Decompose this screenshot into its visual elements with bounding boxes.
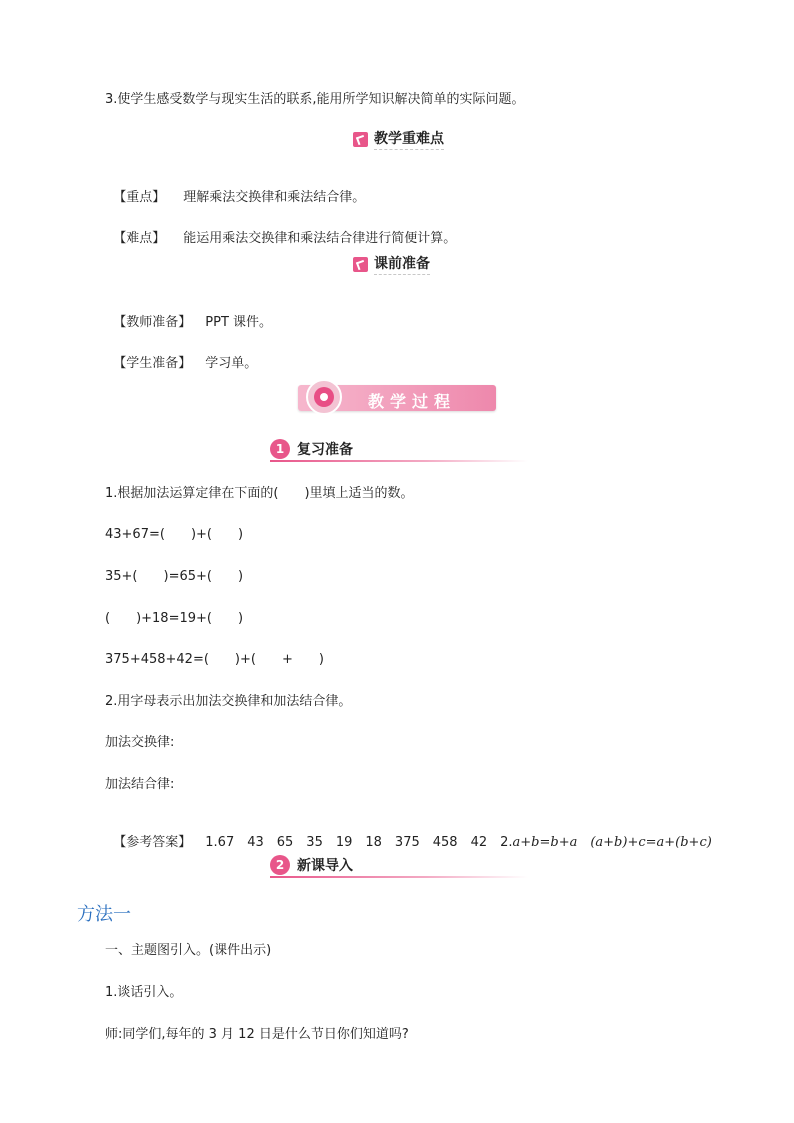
key-point: 【重点】 理解乘法交换律和乘法结合律。 bbox=[113, 190, 366, 205]
divider bbox=[270, 460, 528, 462]
step1-heading bbox=[270, 439, 353, 459]
question-1: 1.根据加法运算定律在下面的( )里填上适当的数。 bbox=[105, 486, 414, 501]
intro-item-2: 1.谈话引入。 bbox=[105, 985, 183, 1000]
difficult-point: 【难点】 能运用乘法交换律和乘法结合律进行简便计算。 bbox=[113, 231, 457, 246]
exercise-2: 35+( )=65+( ) bbox=[105, 569, 244, 584]
key-points-heading: 教学重难点 bbox=[353, 128, 444, 150]
teacher-prep: 【教师准备】 PPT 课件。 bbox=[113, 315, 273, 330]
step2-heading bbox=[270, 855, 353, 875]
associative-law: 加法结合律: bbox=[105, 777, 175, 792]
step-title: 新课导入 bbox=[297, 858, 353, 874]
flag-icon bbox=[353, 257, 368, 272]
prep-heading: 课前准备 bbox=[353, 253, 430, 275]
method-heading: 方法一 bbox=[77, 904, 131, 925]
reference-answer: 【参考答案】 1.67 43 65 35 19 18 375 458 42 2.a+b=b+a (a+b)+c=a+(b+c) bbox=[113, 835, 712, 850]
step-title: 复习准备 bbox=[297, 442, 353, 458]
commutative-law: 加法交换律: bbox=[105, 735, 175, 750]
flag-icon bbox=[353, 132, 368, 147]
step-number: 2 bbox=[270, 855, 290, 875]
target-icon bbox=[306, 379, 342, 415]
exercise-4: 375+458+42=( )+( + ) bbox=[105, 652, 324, 667]
objective-3: 3.使学生感受数学与现实生活的联系,能用所学知识解决简单的实际问题。 bbox=[105, 92, 525, 107]
step-number: 1 bbox=[270, 439, 290, 459]
divider bbox=[270, 876, 528, 878]
intro-item-1: 一、主题图引入。(课件出示) bbox=[105, 943, 272, 958]
question-2: 2.用字母表示出加法交换律和加法结合律。 bbox=[105, 694, 352, 709]
exercise-1: 43+67=( )+( ) bbox=[105, 527, 244, 542]
process-banner: 教学过程 bbox=[298, 385, 496, 411]
exercise-3: ( )+18=19+( ) bbox=[105, 611, 244, 626]
intro-item-3: 师:同学们,每年的 3 月 12 日是什么节日你们知道吗? bbox=[105, 1027, 409, 1042]
student-prep: 【学生准备】 学习单。 bbox=[113, 356, 258, 371]
